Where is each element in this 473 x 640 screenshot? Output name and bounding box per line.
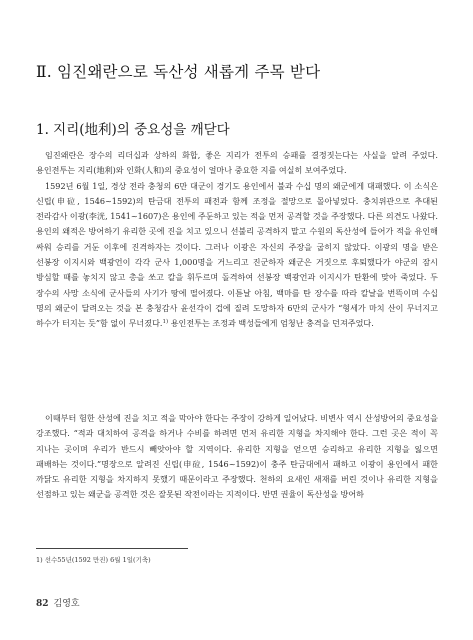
paragraph-text: 1592년 6월 1일, 경상 전라 충청의 6만 대군이 경기도 용인에서 불과 수십 명의 왜군에게 대패했다. 이 소식은 신립(申砬, 1546~1592)의 탄금대 전투의 패전과 함께 조정을 절망으로 몰아넣었다. 충치위관으로 추대된 전라감사 이광(李洸, 1541~1607)은 용인에 주둔하고 있는 적을 먼저 공격할 것을 주장했다. 다른 의견도 나왔다. 용인의 왜적은 방어하기 유리한 곳에 진을 치고 있으니 선불리 공격하지 말고 수원의 독산성에 들어가 적을 유인해 싸워 승리를 거둔 이후에 진격하자는 것이다. 그러나 이광은 자신의 주장을 굽히지 않았다. 이광의 명을 받은 선봉장 이지시와 백광언이 각각 군사 1,000명을 거느리고 진군하자 왜군은 거짓으로 후퇴했다가 야군의 잠시 방심할 때를 놓치지 않고 총을 쏘고 칼을 휘두르며 돌격하여 선봉장 백광언과 이지시가 탄환에 맞아 죽었다. 두 장수의 사망 소식에 군사들의 사기가 땅에 떨어졌다. 이튿날 아침, 백마를 탄 장수를 따라 칼날을 번뜩이며 수십 명의 왜군이 달려오는 것을 본 충청감사 윤선각이 겁에 질려 도망하자 6만의 군사가 “형세가 마치 산이 무너지고 하수가 터지는 듯”함 없이 무너졌다.	[36, 180, 438, 329]
footnote: 1) 선수55년(1592 만진) 6월 1일(기축)	[36, 556, 151, 564]
page-footer	[36, 598, 236, 610]
paragraph: 이때부터 험한 산성에 진을 치고 적을 막아야 한다는 주장이 강하게 일어났다. 비변사 역시 산성방어의 중요성을 강조했다. “적과 대치하여 공격을 하거나 수비를 하려면 먼저 유리한 지형을 차지해야 한다. 그런 곳은 적이 꼭 지나는 곳이며 우리가 반드시 빼앗아야 할 지역이다. 유리한 지형을 얻으면 승리하고 유리한 지형을 잃으면 패배하는 것이다.”명장으로 알려진 신립(申砬, 1546~1592)이 충주 탄금대에서 패하고 이광이 용인에서 패한 까닭도 유리한 지형을 차지하지 못했기 때문이라고 주장했다. 천하의 요새인 새재를 버린 것이나 유리한 지형을 선점하고 있는 왜군을 공격한 것은 잘못된 작전이라는 지적이다. 반면 권율이 독산성을 방어하	[36, 413, 438, 500]
page-number: 82	[36, 599, 49, 609]
section-title: 1. 지리(地利)의 중요성을 깨닫다	[36, 122, 230, 138]
paragraph: 임진왜란은 장수의 리더십과 상하의 화합, 좋은 지리가 전투의 승패를 결정짓는다는 사실을 알려 주었다. 용인전투는 지리(地利)와 인화(人和)의 중요성이 얼마나 중요한 지를 여실히 보여주었다.	[36, 150, 438, 176]
footnote-marker: 1)	[162, 319, 169, 326]
footnote-divider	[36, 548, 188, 549]
body-text-lower	[36, 411, 438, 503]
paragraph	[36, 179, 438, 332]
body-text-upper	[36, 148, 438, 332]
paragraph-text: 용인전투는 조정과 백성들에게 엄청난 충격을 던져주었다.	[170, 318, 374, 329]
chapter-title: Ⅱ. 임진왜란으로 독산성 새롭게 주목 받다	[36, 63, 321, 81]
author-name: 김영호	[53, 599, 80, 609]
